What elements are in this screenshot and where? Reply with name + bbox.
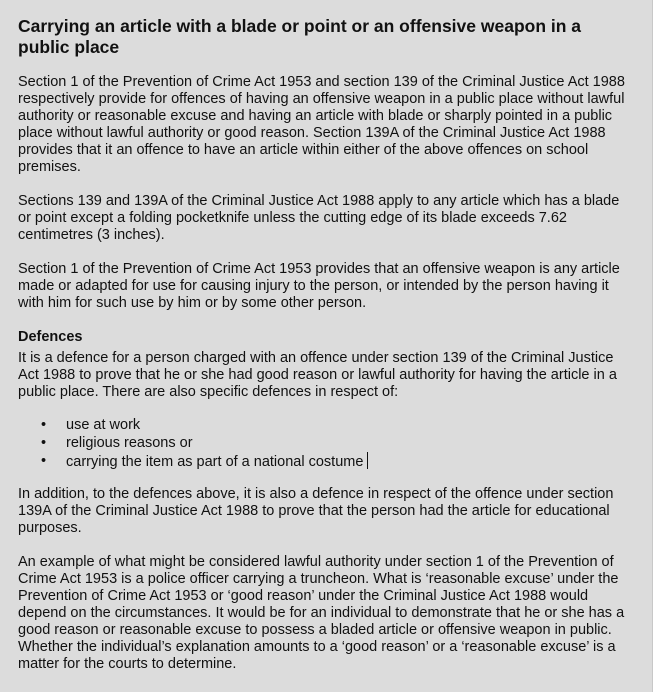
- list-item-text: religious reasons or: [66, 435, 193, 451]
- paragraph-lawful-authority-example: An example of what might be considered lawful authority under section 1 of the Prevention of Crime Act 1953 is a police officer carrying a truncheon. What is ‘reasonable excuse’ under the Prevention of Crime Act 1953 or ‘good reason’ under the Criminal Justice Act 1988 would depend on the circumstances. It would be for an individual to demonstrate that he or she has a good reason or reasonable excuse to possess a bladed article or offensive weapon in public. Whether the individual’s explanation amounts to a ‘good reason’ or a ‘reasonable excuse’ is a matter for the courts to determine.: [18, 554, 625, 672]
- list-item-text: carrying the item as part of a national costume: [66, 454, 364, 470]
- list-item: [18, 434, 634, 452]
- paragraph-defences-intro: It is a defence for a person charged with an offence under section 139 of the Criminal Justice Act 1988 to prove that he or she had good reason or lawful authority for having the article in a public place. There are also specific defences in respect of:: [18, 350, 617, 400]
- page-title: Carrying an article with a blade or point or an offensive weapon in a public place: [18, 16, 582, 57]
- list-item: [18, 416, 634, 434]
- bullet-icon: •: [41, 453, 47, 469]
- text-cursor[interactable]: [367, 452, 368, 469]
- section-heading-defences: Defences: [18, 329, 83, 345]
- paragraph-educational-defence: In addition, to the defences above, it is also a defence in respect of the offence under section 139A of the Criminal Justice Act 1988 to prove that the person had the article for educational purposes.: [18, 486, 614, 536]
- paragraph-offences: Section 1 of the Prevention of Crime Act 1953 and section 139 of the Criminal Justice Act 1988 respectively provide for offences of having an offensive weapon in a public place without lawful authority or reasonable excuse and having an article with blade or sharply pointed in a public place without lawful authority or good reason. Section 139A of the Criminal Justice Act 1988 provides that it an offence to have an article within either of the above offences on school premises.: [18, 74, 625, 175]
- paragraph-offensive-weapon: Section 1 of the Prevention of Crime Act 1953 provides that an offensive weapon is any article made or adapted for use for causing injury to the person, or intended by the person having it with him for such use by him or by some other person.: [18, 261, 620, 311]
- list-item: [18, 452, 634, 471]
- bullet-icon: •: [41, 435, 47, 451]
- bullet-icon: •: [41, 417, 47, 433]
- paragraph-blade-definition: Sections 139 and 139A of the Criminal Justice Act 1988 apply to any article which has a blade or point except a folding pocketknife unless the cutting edge of its blade exceeds 7.62 centimetres (3 inches).: [18, 193, 620, 243]
- list-item-text: use at work: [66, 417, 141, 433]
- defences-list: [18, 416, 634, 471]
